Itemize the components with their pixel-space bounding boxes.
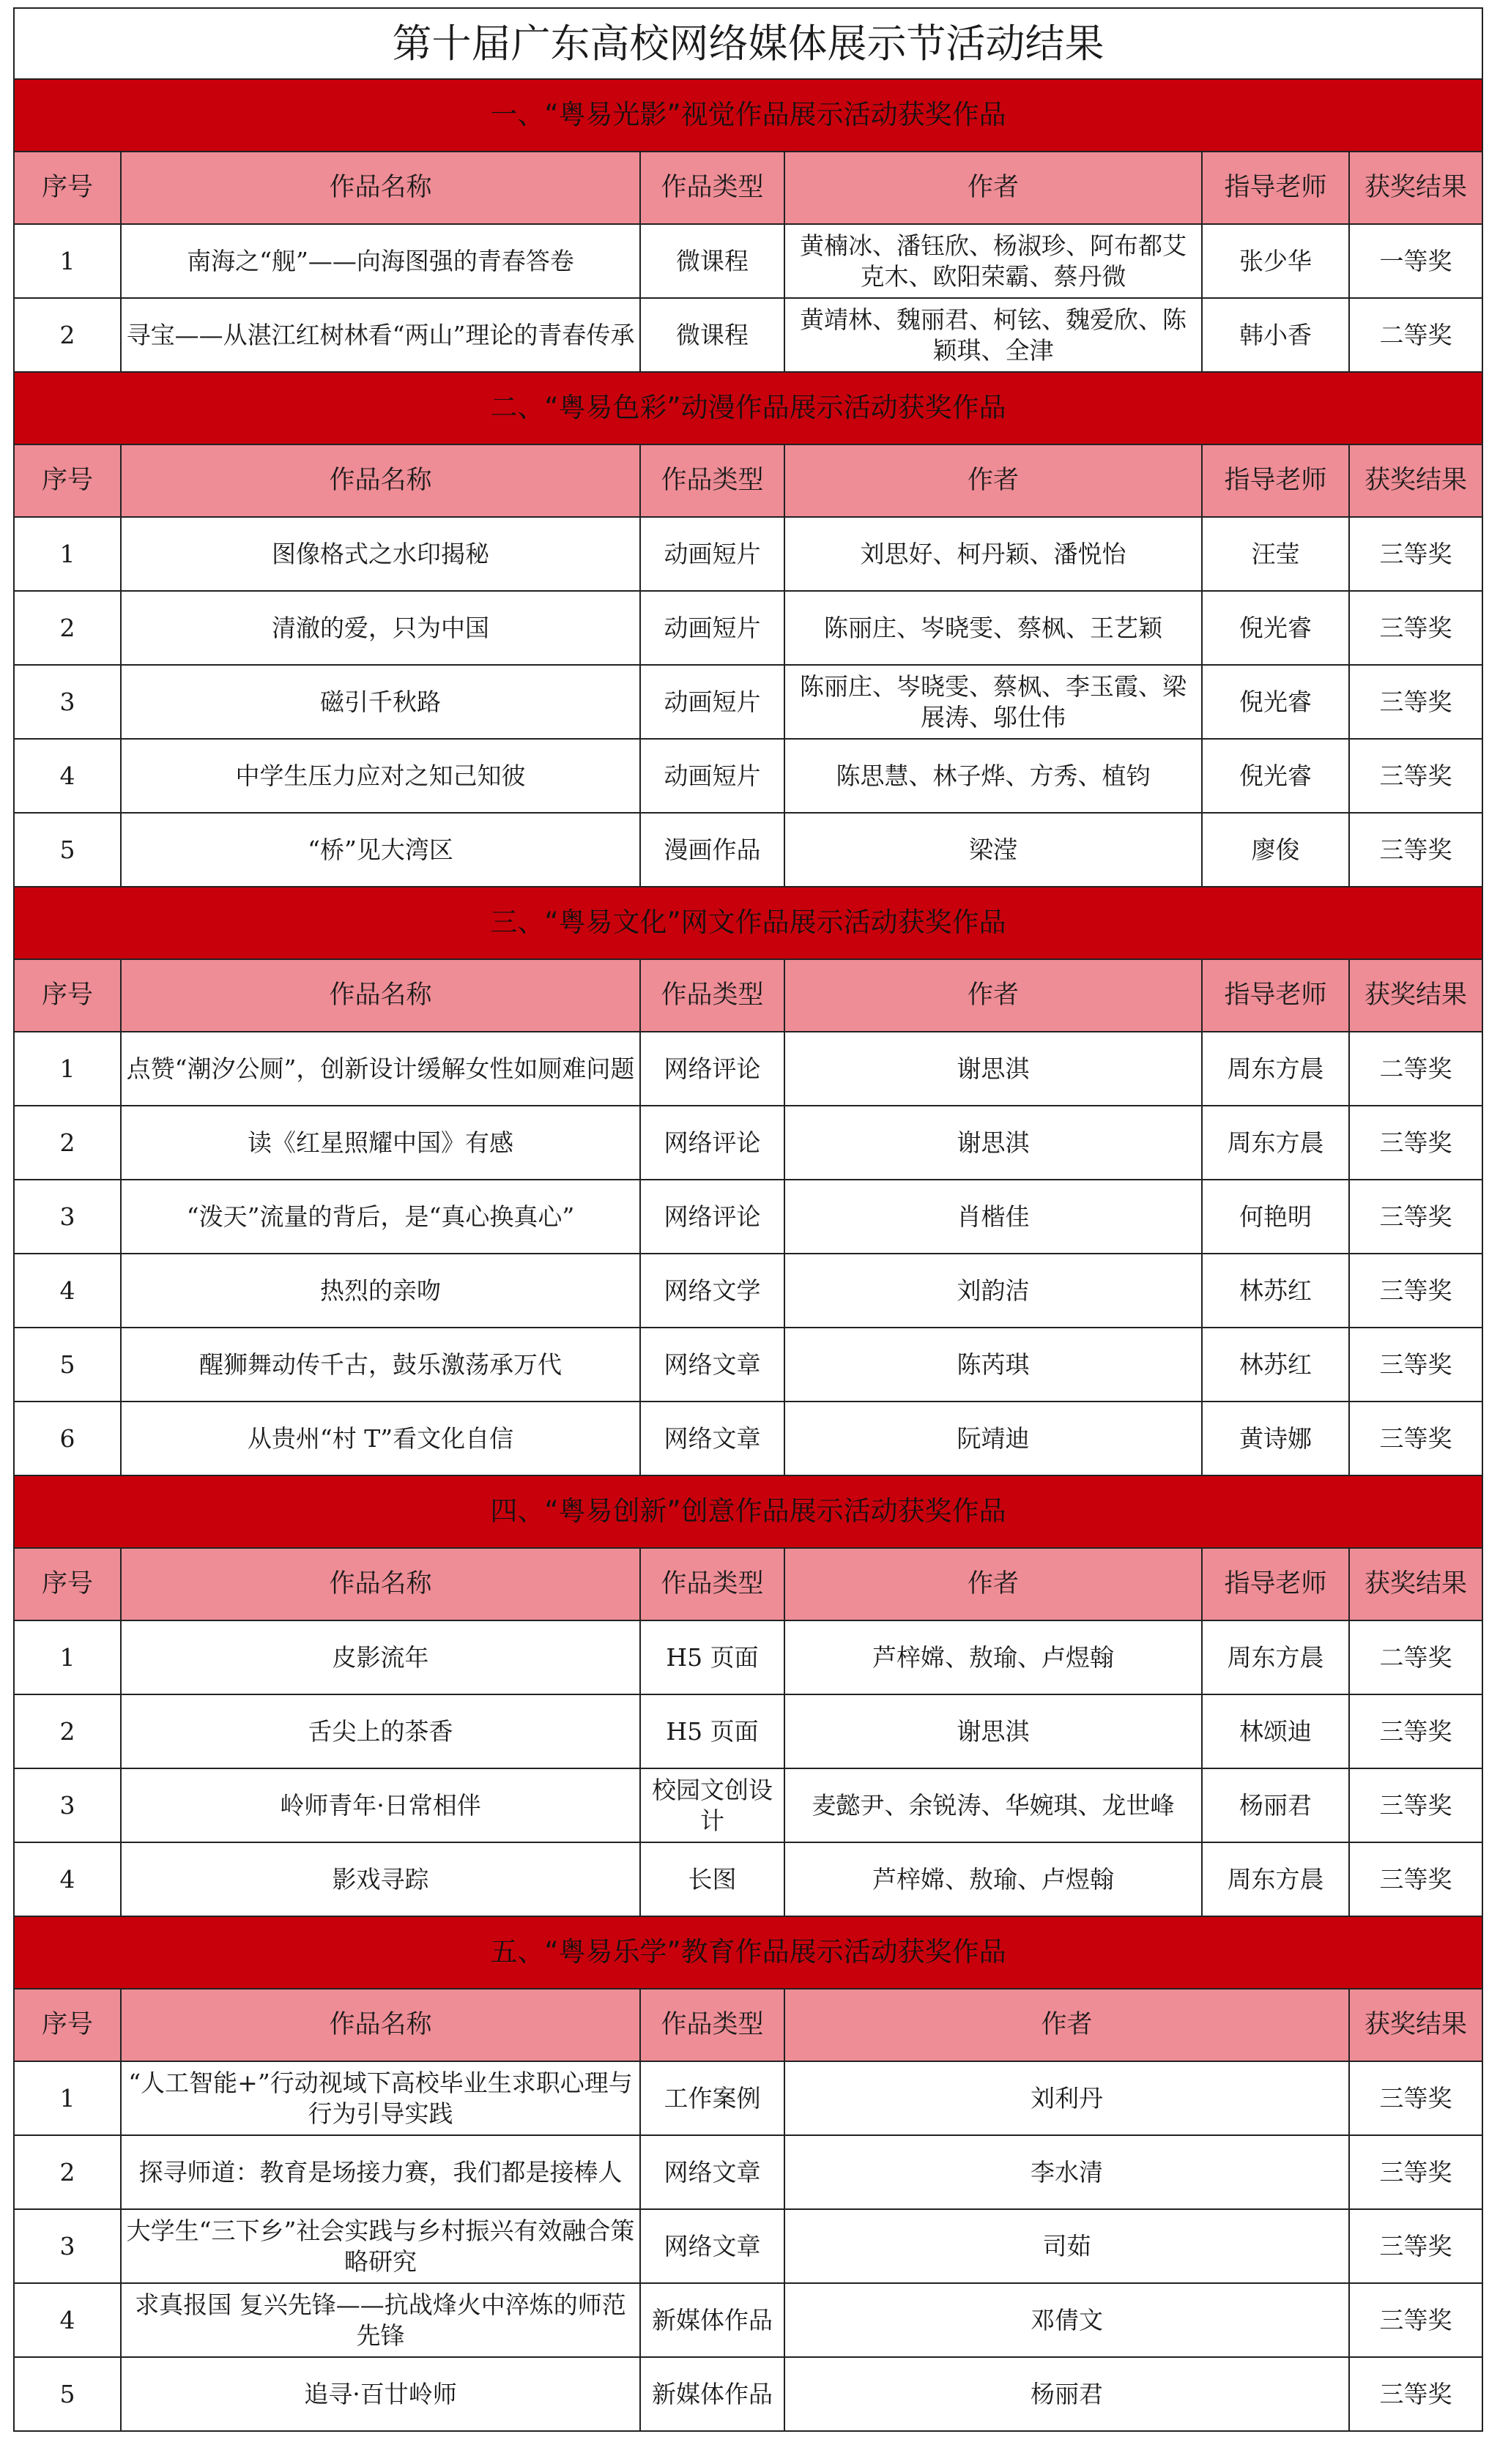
author-header: 作者	[784, 444, 1202, 517]
index-header: 序号	[14, 444, 121, 517]
advisor: 周东方晨	[1202, 1032, 1349, 1106]
row-index: 2	[14, 591, 121, 665]
table-header-row	[14, 959, 1482, 1032]
table-row	[14, 2061, 1482, 2135]
row-index: 2	[14, 298, 121, 372]
table-row	[14, 1328, 1482, 1402]
work-name: 清澈的爱，只为中国	[121, 591, 640, 665]
work-type-header: 作品类型	[640, 444, 784, 517]
table-row	[14, 591, 1482, 665]
table-header-row	[14, 1548, 1482, 1620]
work-type: 工作案例	[640, 2061, 784, 2135]
table-row	[14, 224, 1482, 298]
row-index: 3	[14, 665, 121, 739]
author: 刘思好、柯丹颖、潘悦怡	[784, 517, 1202, 591]
row-index: 5	[14, 2357, 121, 2431]
work-type: 微课程	[640, 224, 784, 298]
award: 二等奖	[1349, 1032, 1482, 1106]
row-index: 4	[14, 1254, 121, 1328]
work-name: 热烈的亲吻	[121, 1254, 640, 1328]
advisor-header: 指导老师	[1202, 444, 1349, 517]
work-type: 校园文创设计	[640, 1768, 784, 1842]
row-index: 5	[14, 813, 121, 887]
work-type-header: 作品类型	[640, 152, 784, 224]
work-name: 读《红星照耀中国》有感	[121, 1106, 640, 1180]
section-heading-row	[14, 1916, 1482, 1989]
table-row	[14, 2283, 1482, 2357]
author: 肖楷佳	[784, 1180, 1202, 1254]
work-name: 探寻师道：教育是场接力赛，我们都是接棒人	[121, 2135, 640, 2209]
index-header: 序号	[14, 959, 121, 1032]
work-name: 皮影流年	[121, 1620, 640, 1694]
work-type: 网络评论	[640, 1106, 784, 1180]
section-heading-row	[14, 372, 1482, 444]
award: 一等奖	[1349, 224, 1482, 298]
row-index: 2	[14, 1694, 121, 1768]
author-header: 作者	[784, 959, 1202, 1032]
award: 三等奖	[1349, 813, 1482, 887]
table-row	[14, 1842, 1482, 1916]
table-row	[14, 2209, 1482, 2283]
author: 黄靖林、魏丽君、柯铉、魏爱欣、陈颖琪、全津	[784, 298, 1202, 372]
work-name-header: 作品名称	[121, 444, 640, 517]
row-index: 4	[14, 1842, 121, 1916]
author: 陈丽庄、岑晓雯、蔡枫、李玉霞、梁展涛、邬仕伟	[784, 665, 1202, 739]
author: 邓倩文	[784, 2283, 1349, 2357]
work-name: 影戏寻踪	[121, 1842, 640, 1916]
table-row	[14, 1694, 1482, 1768]
table-header-row	[14, 152, 1482, 224]
work-type: 网络文章	[640, 2135, 784, 2209]
row-index: 2	[14, 1106, 121, 1180]
table-row	[14, 665, 1482, 739]
award: 三等奖	[1349, 665, 1482, 739]
work-type: 新媒体作品	[640, 2283, 784, 2357]
table-header-row	[14, 444, 1482, 517]
work-name: 醒狮舞动传千古，鼓乐激荡承万代	[121, 1328, 640, 1402]
award: 三等奖	[1349, 2283, 1482, 2357]
author: 陈芮琪	[784, 1328, 1202, 1402]
row-index: 1	[14, 517, 121, 591]
table-header-row	[14, 1989, 1482, 2061]
results-table	[13, 7, 1483, 2432]
work-name-header: 作品名称	[121, 152, 640, 224]
work-name: “泼天”流量的背后，是“真心换真心”	[121, 1180, 640, 1254]
row-index: 4	[14, 739, 121, 813]
advisor: 林苏红	[1202, 1328, 1349, 1402]
section-heading-row	[14, 887, 1482, 959]
work-type: 漫画作品	[640, 813, 784, 887]
work-name: 大学生“三下乡”社会实践与乡村振兴有效融合策略研究	[121, 2209, 640, 2283]
table-row	[14, 1106, 1482, 1180]
index-header: 序号	[14, 152, 121, 224]
title-row	[14, 8, 1482, 79]
award: 二等奖	[1349, 298, 1482, 372]
work-name: “桥”见大湾区	[121, 813, 640, 887]
author-header: 作者	[784, 1548, 1202, 1620]
index-header: 序号	[14, 1548, 121, 1620]
advisor-header: 指导老师	[1202, 152, 1349, 224]
author: 司茹	[784, 2209, 1349, 2283]
row-index: 3	[14, 1180, 121, 1254]
section-heading: 五、“粤易乐学”教育作品展示活动获奖作品	[14, 1916, 1482, 1989]
row-index: 1	[14, 1620, 121, 1694]
row-index: 3	[14, 1768, 121, 1842]
row-index: 1	[14, 2061, 121, 2135]
work-name: 追寻·百廿岭师	[121, 2357, 640, 2431]
work-type: 微课程	[640, 298, 784, 372]
row-index: 5	[14, 1328, 121, 1402]
author: 谢思淇	[784, 1032, 1202, 1106]
work-type: 网络评论	[640, 1180, 784, 1254]
author: 芦梓嫦、敖瑜、卢煜翰	[784, 1620, 1202, 1694]
award-header: 获奖结果	[1349, 1548, 1482, 1620]
advisor: 张少华	[1202, 224, 1349, 298]
award: 三等奖	[1349, 1842, 1482, 1916]
advisor-header: 指导老师	[1202, 959, 1349, 1032]
award-header: 获奖结果	[1349, 959, 1482, 1032]
table-row	[14, 1768, 1482, 1842]
work-name: 中学生压力应对之知己知彼	[121, 739, 640, 813]
work-name: 磁引千秋路	[121, 665, 640, 739]
work-name: 图像格式之水印揭秘	[121, 517, 640, 591]
table-row	[14, 1402, 1482, 1475]
advisor: 倪光睿	[1202, 665, 1349, 739]
author: 杨丽君	[784, 2357, 1349, 2431]
advisor: 汪莹	[1202, 517, 1349, 591]
award: 三等奖	[1349, 1768, 1482, 1842]
advisor: 周东方晨	[1202, 1842, 1349, 1916]
work-name: 南海之“舰”——向海图强的青春答卷	[121, 224, 640, 298]
table-row	[14, 2135, 1482, 2209]
row-index: 4	[14, 2283, 121, 2357]
advisor: 杨丽君	[1202, 1768, 1349, 1842]
table-row	[14, 517, 1482, 591]
award: 三等奖	[1349, 2209, 1482, 2283]
work-type: 动画短片	[640, 591, 784, 665]
work-name: 岭师青年·日常相伴	[121, 1768, 640, 1842]
advisor: 周东方晨	[1202, 1106, 1349, 1180]
advisor-header: 指导老师	[1202, 1548, 1349, 1620]
author-header: 作者	[784, 152, 1202, 224]
advisor: 周东方晨	[1202, 1620, 1349, 1694]
award: 二等奖	[1349, 1620, 1482, 1694]
row-index: 3	[14, 2209, 121, 2283]
work-type: H5 页面	[640, 1694, 784, 1768]
work-name: 舌尖上的茶香	[121, 1694, 640, 1768]
author: 刘利丹	[784, 2061, 1349, 2135]
work-type: 网络文章	[640, 1328, 784, 1402]
advisor: 廖俊	[1202, 813, 1349, 887]
award-header: 获奖结果	[1349, 1989, 1482, 2061]
work-type: 动画短片	[640, 739, 784, 813]
award: 三等奖	[1349, 2061, 1482, 2135]
row-index: 1	[14, 224, 121, 298]
award: 三等奖	[1349, 591, 1482, 665]
award: 三等奖	[1349, 2135, 1482, 2209]
work-type-header: 作品类型	[640, 1548, 784, 1620]
advisor: 倪光睿	[1202, 739, 1349, 813]
award: 三等奖	[1349, 1254, 1482, 1328]
author: 刘韵洁	[784, 1254, 1202, 1328]
table-row	[14, 1180, 1482, 1254]
author: 麦懿尹、余锐涛、华婉琪、龙世峰	[784, 1768, 1202, 1842]
author: 芦梓嫦、敖瑜、卢煜翰	[784, 1842, 1202, 1916]
work-type: 网络文学	[640, 1254, 784, 1328]
work-type: 网络文章	[640, 1402, 784, 1475]
work-name: 求真报国 复兴先锋——抗战烽火中淬炼的师范先锋	[121, 2283, 640, 2357]
section-heading: 四、“粤易创新”创意作品展示活动获奖作品	[14, 1475, 1482, 1548]
table-row	[14, 2357, 1482, 2431]
section-heading: 二、“粤易色彩”动漫作品展示活动获奖作品	[14, 372, 1482, 444]
work-name-header: 作品名称	[121, 1548, 640, 1620]
work-type: 网络评论	[640, 1032, 784, 1106]
table-row	[14, 739, 1482, 813]
author: 阮靖迪	[784, 1402, 1202, 1475]
table-row	[14, 1620, 1482, 1694]
award: 三等奖	[1349, 1180, 1482, 1254]
award: 三等奖	[1349, 1694, 1482, 1768]
author: 陈思慧、林子烨、方秀、植钧	[784, 739, 1202, 813]
author: 谢思淇	[784, 1694, 1202, 1768]
work-type: 新媒体作品	[640, 2357, 784, 2431]
author: 梁滢	[784, 813, 1202, 887]
award: 三等奖	[1349, 739, 1482, 813]
section-heading-row	[14, 79, 1482, 152]
section-heading: 一、“粤易光影”视觉作品展示活动获奖作品	[14, 79, 1482, 152]
table-row	[14, 298, 1482, 372]
award-header: 获奖结果	[1349, 152, 1482, 224]
award: 三等奖	[1349, 517, 1482, 591]
award: 三等奖	[1349, 1402, 1482, 1475]
index-header: 序号	[14, 1989, 121, 2061]
advisor: 林苏红	[1202, 1254, 1349, 1328]
advisor: 韩小香	[1202, 298, 1349, 372]
section-heading-row	[14, 1475, 1482, 1548]
author: 陈丽庄、岑晓雯、蔡枫、王艺颖	[784, 591, 1202, 665]
work-type: H5 页面	[640, 1620, 784, 1694]
award: 三等奖	[1349, 1328, 1482, 1402]
results-sheet	[13, 7, 1482, 2432]
work-name-header: 作品名称	[121, 1989, 640, 2061]
advisor: 林颂迪	[1202, 1694, 1349, 1768]
author: 黄楠冰、潘钰欣、杨淑珍、阿布都艾克木、欧阳荣霸、蔡丹微	[784, 224, 1202, 298]
table-row	[14, 1254, 1482, 1328]
author-header: 作者	[784, 1989, 1349, 2061]
row-index: 1	[14, 1032, 121, 1106]
work-type: 动画短片	[640, 517, 784, 591]
work-name: “人工智能+”行动视域下高校毕业生求职心理与行为引导实践	[121, 2061, 640, 2135]
advisor: 黄诗娜	[1202, 1402, 1349, 1475]
author: 李水清	[784, 2135, 1349, 2209]
work-type-header: 作品类型	[640, 959, 784, 1032]
award: 三等奖	[1349, 2357, 1482, 2431]
work-type-header: 作品类型	[640, 1989, 784, 2061]
work-type: 网络文章	[640, 2209, 784, 2283]
award-header: 获奖结果	[1349, 444, 1482, 517]
section-heading: 三、“粤易文化”网文作品展示活动获奖作品	[14, 887, 1482, 959]
page-title: 第十届广东高校网络媒体展示节活动结果	[14, 8, 1482, 79]
advisor: 何艳明	[1202, 1180, 1349, 1254]
work-type: 动画短片	[640, 665, 784, 739]
work-name: 从贵州“村 T”看文化自信	[121, 1402, 640, 1475]
advisor: 倪光睿	[1202, 591, 1349, 665]
table-row	[14, 813, 1482, 887]
author: 谢思淇	[784, 1106, 1202, 1180]
work-name: 寻宝——从湛江红树林看“两山”理论的青春传承	[121, 298, 640, 372]
work-name: 点赞“潮汐公厕”，创新设计缓解女性如厕难问题	[121, 1032, 640, 1106]
work-type: 长图	[640, 1842, 784, 1916]
work-name-header: 作品名称	[121, 959, 640, 1032]
award: 三等奖	[1349, 1106, 1482, 1180]
row-index: 2	[14, 2135, 121, 2209]
table-row	[14, 1032, 1482, 1106]
row-index: 6	[14, 1402, 121, 1475]
